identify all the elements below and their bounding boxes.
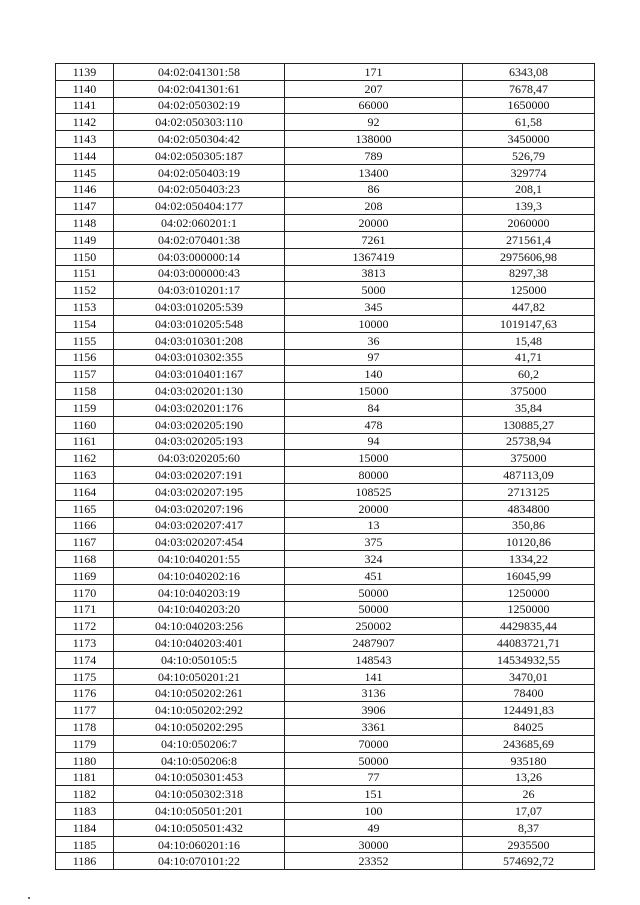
value-cell: 8,37 xyxy=(463,819,595,836)
value-cell: 125000 xyxy=(463,282,595,299)
cadastral-number-cell: 04:03:020207:417 xyxy=(114,517,285,534)
area-cell: 324 xyxy=(285,551,463,568)
table-row xyxy=(56,64,595,81)
cadastral-number-cell: 04:10:050501:432 xyxy=(114,819,285,836)
row-number-cell: 1179 xyxy=(56,735,114,752)
area-cell: 50000 xyxy=(285,584,463,601)
area-cell: 138000 xyxy=(285,131,463,148)
cadastral-number-cell: 04:02:041301:58 xyxy=(114,64,285,81)
value-cell: 61,58 xyxy=(463,114,595,131)
area-cell: 108525 xyxy=(285,483,463,500)
table-body xyxy=(56,64,595,870)
value-cell: 26 xyxy=(463,786,595,803)
table-row xyxy=(56,265,595,282)
value-cell: 3470,01 xyxy=(463,668,595,685)
cadastral-number-cell: 04:10:070101:22 xyxy=(114,853,285,870)
table-row xyxy=(56,853,595,870)
value-cell: 935180 xyxy=(463,752,595,769)
value-cell: 1334,22 xyxy=(463,551,595,568)
cadastral-number-cell: 04:02:050305:187 xyxy=(114,147,285,164)
table-row xyxy=(56,433,595,450)
table-row xyxy=(56,719,595,736)
table-row xyxy=(56,131,595,148)
table-row xyxy=(56,803,595,820)
row-number-cell: 1139 xyxy=(56,64,114,81)
area-cell: 375 xyxy=(285,534,463,551)
area-cell: 49 xyxy=(285,819,463,836)
value-cell: 350,86 xyxy=(463,517,595,534)
row-number-cell: 1167 xyxy=(56,534,114,551)
cadastral-number-cell: 04:03:010302:355 xyxy=(114,349,285,366)
cadastral-number-cell: 04:10:040202:16 xyxy=(114,567,285,584)
row-number-cell: 1175 xyxy=(56,668,114,685)
cadastral-number-cell: 04:03:010205:539 xyxy=(114,299,285,316)
cadastral-number-cell: 04:03:020205:60 xyxy=(114,450,285,467)
data-table xyxy=(55,63,595,870)
cadastral-number-cell: 04:02:050303:110 xyxy=(114,114,285,131)
area-cell: 100 xyxy=(285,803,463,820)
value-cell: 60,2 xyxy=(463,366,595,383)
value-cell: 84025 xyxy=(463,719,595,736)
cadastral-number-cell: 04:03:020201:176 xyxy=(114,399,285,416)
table-row xyxy=(56,231,595,248)
row-number-cell: 1182 xyxy=(56,786,114,803)
cadastral-number-cell: 04:03:020201:130 xyxy=(114,383,285,400)
area-cell: 3813 xyxy=(285,265,463,282)
row-number-cell: 1181 xyxy=(56,769,114,786)
table-row xyxy=(56,668,595,685)
area-cell: 5000 xyxy=(285,282,463,299)
value-cell: 1250000 xyxy=(463,584,595,601)
row-number-cell: 1168 xyxy=(56,551,114,568)
area-cell: 171 xyxy=(285,64,463,81)
cadastral-number-cell: 04:03:020207:191 xyxy=(114,467,285,484)
table-row xyxy=(56,383,595,400)
value-cell: 10120,86 xyxy=(463,534,595,551)
cadastral-number-cell: 04:03:020205:190 xyxy=(114,416,285,433)
value-cell: 375000 xyxy=(463,383,595,400)
cadastral-number-cell: 04:02:060201:1 xyxy=(114,215,285,232)
row-number-cell: 1152 xyxy=(56,282,114,299)
row-number-cell: 1156 xyxy=(56,349,114,366)
row-number-cell: 1186 xyxy=(56,853,114,870)
table-row xyxy=(56,416,595,433)
table-row xyxy=(56,399,595,416)
row-number-cell: 1146 xyxy=(56,181,114,198)
area-cell: 94 xyxy=(285,433,463,450)
table-row xyxy=(56,685,595,702)
cadastral-number-cell: 04:10:050301:453 xyxy=(114,769,285,786)
cadastral-number-cell: 04:10:060201:16 xyxy=(114,836,285,853)
value-cell: 1019147,63 xyxy=(463,315,595,332)
value-cell: 13,26 xyxy=(463,769,595,786)
area-cell: 50000 xyxy=(285,752,463,769)
value-cell: 271561,4 xyxy=(463,231,595,248)
value-cell: 124491,83 xyxy=(463,702,595,719)
value-cell: 14534932,55 xyxy=(463,651,595,668)
value-cell: 487113,09 xyxy=(463,467,595,484)
area-cell: 148543 xyxy=(285,651,463,668)
area-cell: 3361 xyxy=(285,719,463,736)
area-cell: 36 xyxy=(285,332,463,349)
row-number-cell: 1166 xyxy=(56,517,114,534)
row-number-cell: 1170 xyxy=(56,584,114,601)
area-cell: 207 xyxy=(285,80,463,97)
value-cell: 375000 xyxy=(463,450,595,467)
table-row xyxy=(56,618,595,635)
row-number-cell: 1154 xyxy=(56,315,114,332)
area-cell: 80000 xyxy=(285,467,463,484)
table-row xyxy=(56,735,595,752)
row-number-cell: 1177 xyxy=(56,702,114,719)
row-number-cell: 1158 xyxy=(56,383,114,400)
row-number-cell: 1183 xyxy=(56,803,114,820)
row-number-cell: 1160 xyxy=(56,416,114,433)
cadastral-number-cell: 04:03:010205:548 xyxy=(114,315,285,332)
cadastral-number-cell: 04:02:050403:23 xyxy=(114,181,285,198)
table-row xyxy=(56,366,595,383)
value-cell: 447,82 xyxy=(463,299,595,316)
area-cell: 66000 xyxy=(285,97,463,114)
area-cell: 3906 xyxy=(285,702,463,719)
row-number-cell: 1173 xyxy=(56,635,114,652)
table-row xyxy=(56,483,595,500)
value-cell: 208,1 xyxy=(463,181,595,198)
area-cell: 23352 xyxy=(285,853,463,870)
row-number-cell: 1185 xyxy=(56,836,114,853)
cadastral-number-cell: 04:10:040203:20 xyxy=(114,601,285,618)
table-row xyxy=(56,702,595,719)
table-row xyxy=(56,181,595,198)
cadastral-number-cell: 04:10:050201:21 xyxy=(114,668,285,685)
cadastral-number-cell: 04:10:040203:19 xyxy=(114,584,285,601)
area-cell: 15000 xyxy=(285,450,463,467)
table-row xyxy=(56,80,595,97)
cadastral-number-cell: 04:03:010301:208 xyxy=(114,332,285,349)
area-cell: 141 xyxy=(285,668,463,685)
row-number-cell: 1157 xyxy=(56,366,114,383)
table-row xyxy=(56,500,595,517)
table-row xyxy=(56,836,595,853)
value-cell: 2975606,98 xyxy=(463,248,595,265)
table-row xyxy=(56,315,595,332)
area-cell: 92 xyxy=(285,114,463,131)
area-cell: 451 xyxy=(285,567,463,584)
value-cell: 574692,72 xyxy=(463,853,595,870)
scan-speck xyxy=(28,897,30,899)
cadastral-number-cell: 04:02:050304:42 xyxy=(114,131,285,148)
table-row xyxy=(56,517,595,534)
value-cell: 3450000 xyxy=(463,131,595,148)
table-row xyxy=(56,601,595,618)
value-cell: 44083721,71 xyxy=(463,635,595,652)
value-cell: 78400 xyxy=(463,685,595,702)
table-row xyxy=(56,164,595,181)
area-cell: 84 xyxy=(285,399,463,416)
cadastral-number-cell: 04:03:010201:17 xyxy=(114,282,285,299)
row-number-cell: 1142 xyxy=(56,114,114,131)
cadastral-number-cell: 04:03:020207:454 xyxy=(114,534,285,551)
table-row xyxy=(56,651,595,668)
area-cell: 789 xyxy=(285,147,463,164)
row-number-cell: 1159 xyxy=(56,399,114,416)
row-number-cell: 1169 xyxy=(56,567,114,584)
table-row xyxy=(56,147,595,164)
table-row xyxy=(56,635,595,652)
row-number-cell: 1151 xyxy=(56,265,114,282)
cadastral-number-cell: 04:10:050202:292 xyxy=(114,702,285,719)
area-cell: 3136 xyxy=(285,685,463,702)
row-number-cell: 1174 xyxy=(56,651,114,668)
area-cell: 86 xyxy=(285,181,463,198)
area-cell: 250002 xyxy=(285,618,463,635)
area-cell: 7261 xyxy=(285,231,463,248)
table-row xyxy=(56,584,595,601)
table-row xyxy=(56,282,595,299)
cadastral-number-cell: 04:10:050206:7 xyxy=(114,735,285,752)
value-cell: 8297,38 xyxy=(463,265,595,282)
area-cell: 13400 xyxy=(285,164,463,181)
value-cell: 4834800 xyxy=(463,500,595,517)
row-number-cell: 1172 xyxy=(56,618,114,635)
area-cell: 20000 xyxy=(285,500,463,517)
row-number-cell: 1155 xyxy=(56,332,114,349)
table-row xyxy=(56,534,595,551)
cadastral-number-cell: 04:10:050302:318 xyxy=(114,786,285,803)
cadastral-number-cell: 04:02:070401:38 xyxy=(114,231,285,248)
row-number-cell: 1144 xyxy=(56,147,114,164)
table-row xyxy=(56,467,595,484)
row-number-cell: 1140 xyxy=(56,80,114,97)
value-cell: 7678,47 xyxy=(463,80,595,97)
cadastral-number-cell: 04:10:040203:256 xyxy=(114,618,285,635)
area-cell: 345 xyxy=(285,299,463,316)
cadastral-number-cell: 04:10:050206:8 xyxy=(114,752,285,769)
value-cell: 17,07 xyxy=(463,803,595,820)
value-cell: 243685,69 xyxy=(463,735,595,752)
table-row xyxy=(56,752,595,769)
table-row xyxy=(56,114,595,131)
table-row xyxy=(56,248,595,265)
value-cell: 1250000 xyxy=(463,601,595,618)
row-number-cell: 1171 xyxy=(56,601,114,618)
value-cell: 130885,27 xyxy=(463,416,595,433)
table-row xyxy=(56,450,595,467)
table-row xyxy=(56,786,595,803)
area-cell: 151 xyxy=(285,786,463,803)
row-number-cell: 1150 xyxy=(56,248,114,265)
cadastral-number-cell: 04:03:000000:43 xyxy=(114,265,285,282)
cadastral-number-cell: 04:03:020207:196 xyxy=(114,500,285,517)
table-row xyxy=(56,215,595,232)
row-number-cell: 1149 xyxy=(56,231,114,248)
area-cell: 70000 xyxy=(285,735,463,752)
area-cell: 15000 xyxy=(285,383,463,400)
cadastral-number-cell: 04:03:010401:167 xyxy=(114,366,285,383)
row-number-cell: 1147 xyxy=(56,198,114,215)
table-row xyxy=(56,299,595,316)
row-number-cell: 1162 xyxy=(56,450,114,467)
cadastral-number-cell: 04:02:050404:177 xyxy=(114,198,285,215)
row-number-cell: 1184 xyxy=(56,819,114,836)
cadastral-number-cell: 04:10:050105:5 xyxy=(114,651,285,668)
row-number-cell: 1145 xyxy=(56,164,114,181)
row-number-cell: 1163 xyxy=(56,467,114,484)
table-row xyxy=(56,349,595,366)
row-number-cell: 1141 xyxy=(56,97,114,114)
value-cell: 1650000 xyxy=(463,97,595,114)
value-cell: 41,71 xyxy=(463,349,595,366)
value-cell: 2060000 xyxy=(463,215,595,232)
area-cell: 13 xyxy=(285,517,463,534)
value-cell: 4429835,44 xyxy=(463,618,595,635)
area-cell: 30000 xyxy=(285,836,463,853)
value-cell: 15,48 xyxy=(463,332,595,349)
row-number-cell: 1143 xyxy=(56,131,114,148)
value-cell: 2713125 xyxy=(463,483,595,500)
cadastral-number-cell: 04:02:050403:19 xyxy=(114,164,285,181)
row-number-cell: 1178 xyxy=(56,719,114,736)
cadastral-number-cell: 04:03:020207:195 xyxy=(114,483,285,500)
row-number-cell: 1161 xyxy=(56,433,114,450)
cadastral-number-cell: 04:10:050202:261 xyxy=(114,685,285,702)
cadastral-number-cell: 04:03:020205:193 xyxy=(114,433,285,450)
cadastral-number-cell: 04:03:000000:14 xyxy=(114,248,285,265)
value-cell: 6343,08 xyxy=(463,64,595,81)
cadastral-number-cell: 04:10:050501:201 xyxy=(114,803,285,820)
area-cell: 1367419 xyxy=(285,248,463,265)
area-cell: 50000 xyxy=(285,601,463,618)
area-cell: 77 xyxy=(285,769,463,786)
value-cell: 329774 xyxy=(463,164,595,181)
table-row xyxy=(56,332,595,349)
cadastral-number-cell: 04:10:040201:55 xyxy=(114,551,285,568)
row-number-cell: 1153 xyxy=(56,299,114,316)
row-number-cell: 1164 xyxy=(56,483,114,500)
value-cell: 139,3 xyxy=(463,198,595,215)
row-number-cell: 1165 xyxy=(56,500,114,517)
area-cell: 10000 xyxy=(285,315,463,332)
value-cell: 526,79 xyxy=(463,147,595,164)
value-cell: 2935500 xyxy=(463,836,595,853)
table-row xyxy=(56,769,595,786)
cadastral-number-cell: 04:10:050202:295 xyxy=(114,719,285,736)
table-row xyxy=(56,97,595,114)
table-row xyxy=(56,551,595,568)
cadastral-number-cell: 04:10:040203:401 xyxy=(114,635,285,652)
area-cell: 208 xyxy=(285,198,463,215)
area-cell: 97 xyxy=(285,349,463,366)
area-cell: 140 xyxy=(285,366,463,383)
area-cell: 478 xyxy=(285,416,463,433)
area-cell: 2487907 xyxy=(285,635,463,652)
table-row xyxy=(56,819,595,836)
value-cell: 16045,99 xyxy=(463,567,595,584)
cadastral-number-cell: 04:02:050302:19 xyxy=(114,97,285,114)
row-number-cell: 1180 xyxy=(56,752,114,769)
table-row xyxy=(56,567,595,584)
value-cell: 35,84 xyxy=(463,399,595,416)
cadastral-number-cell: 04:02:041301:61 xyxy=(114,80,285,97)
value-cell: 25738,94 xyxy=(463,433,595,450)
row-number-cell: 1176 xyxy=(56,685,114,702)
table-row xyxy=(56,198,595,215)
row-number-cell: 1148 xyxy=(56,215,114,232)
area-cell: 20000 xyxy=(285,215,463,232)
